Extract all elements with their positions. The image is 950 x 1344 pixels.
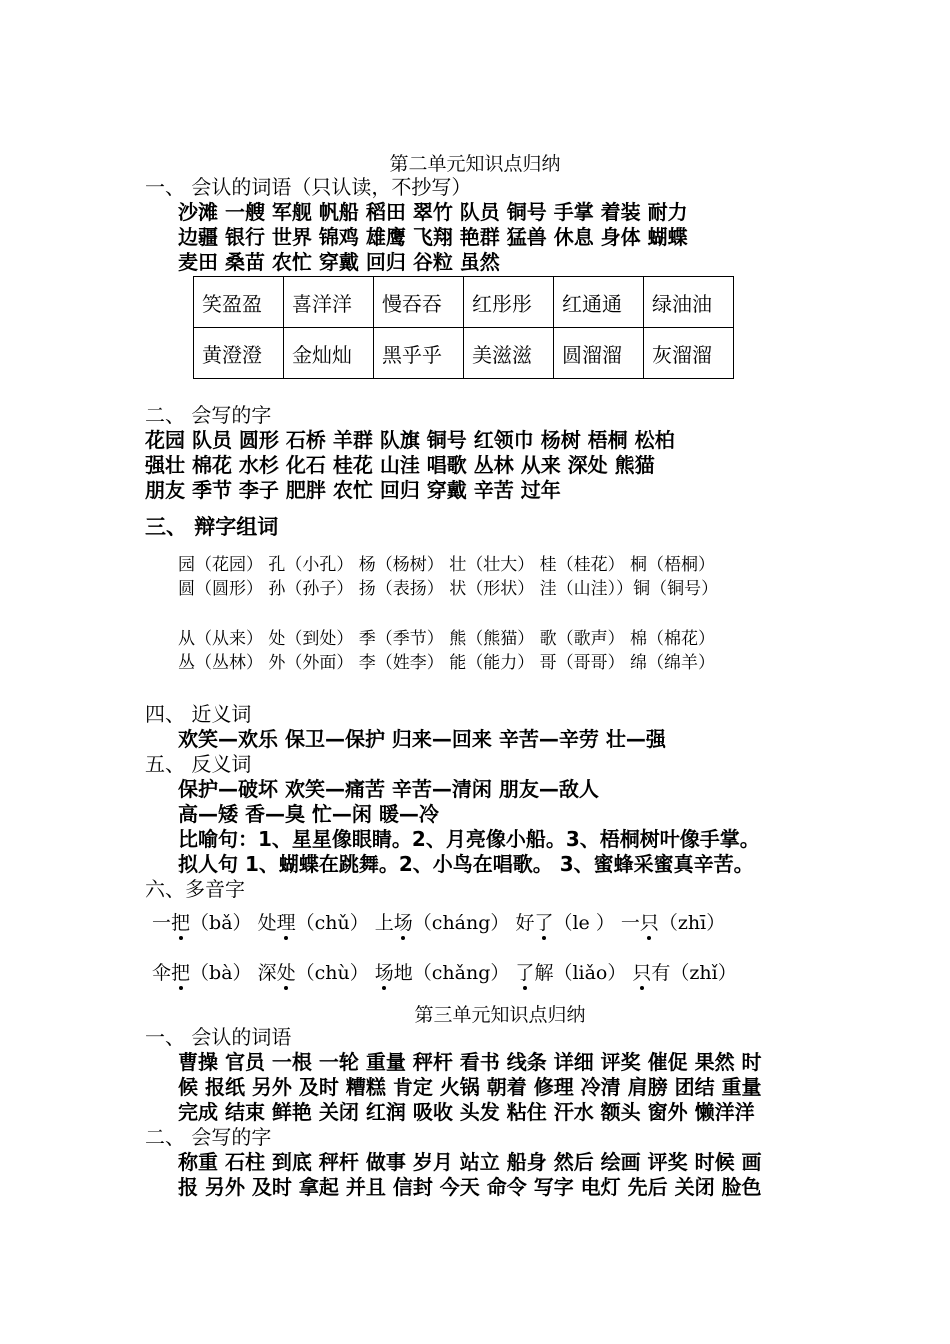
unit2-s2-line: 花园 队员 圆形 石桥 羊群 队旗 铜号 红领巾 杨树 梧桐 松柏 bbox=[145, 428, 675, 452]
table-cell: 喜洋洋 bbox=[284, 277, 374, 328]
polyphone-item: 处理（chǔ） bbox=[257, 912, 369, 934]
unit2-s4-heading: 四、 近义词 bbox=[145, 702, 252, 726]
unit3-s2-heading: 二、 会写的字 bbox=[145, 1125, 272, 1149]
polyphone-item: 上场（cháng） bbox=[374, 912, 516, 934]
unit2-s3-line: 圆（圆形） 孙（孙子） 扬（表扬） 状（形状） 洼（山洼））铜（铜号） bbox=[178, 579, 719, 599]
polyphone-item: 伞把（bà） bbox=[152, 962, 258, 984]
table-cell: 金灿灿 bbox=[284, 328, 374, 379]
table-cell: 美滋滋 bbox=[464, 328, 554, 379]
unit2-s1-line: 沙滩 一艘 军舰 帆船 稻田 翠竹 队员 铜号 手掌 着装 耐力 bbox=[178, 200, 688, 224]
polyphone-item: 了解（liǎo） bbox=[515, 962, 627, 984]
unit3-s1-line: 候 报纸 另外 及时 糟糕 肯定 火锅 朝着 修理 冷清 肩膀 团结 重量 bbox=[178, 1075, 762, 1099]
table-row bbox=[194, 277, 734, 328]
polyphone-item: 好了（le ） bbox=[515, 912, 621, 934]
unit2-s1-heading: 一、 会认的词语（只认读，不抄写） bbox=[145, 175, 472, 199]
polyphone-item: 一把（bǎ） bbox=[152, 912, 258, 934]
reduplicated-words-table bbox=[193, 276, 734, 379]
unit2-s3-line: 园（花园） 孔（小孔） 杨（杨树） 壮（壮大） 桂（桂花） 桐（梧桐） bbox=[178, 555, 716, 575]
table-cell: 慢吞吞 bbox=[374, 277, 464, 328]
unit2-s3-heading: 三、 辩字组词 bbox=[145, 515, 279, 539]
polyphone-row-1 bbox=[152, 910, 725, 936]
unit2-s5-line: 高—矮 香—臭 忙—闲 暖—冷 bbox=[178, 802, 439, 826]
unit2-s1-line: 麦田 桑苗 农忙 穿戴 回归 谷粒 虽然 bbox=[178, 250, 500, 274]
unit3-s2-line: 报 另外 及时 拿起 并且 信封 今天 命令 写字 电灯 先后 关闭 脸色 bbox=[178, 1175, 762, 1199]
unit2-s2-line: 朋友 季节 李子 肥胖 农忙 回归 穿戴 辛苦 过年 bbox=[145, 478, 561, 502]
unit2-s3-line: 丛（丛林） 外（外面） 李（姓李） 能（能力） 哥（哥哥） 绵（绵羊） bbox=[178, 653, 716, 673]
table-row bbox=[194, 328, 734, 379]
unit2-s5-heading: 五、 反义词 bbox=[145, 752, 252, 776]
unit3-s1-line: 完成 结束 鲜艳 关闭 红润 吸收 头发 粘住 汗水 额头 窗外 懒洋洋 bbox=[178, 1100, 755, 1124]
table-cell: 黄澄澄 bbox=[194, 328, 284, 379]
unit2-s1-line: 边疆 银行 世界 锦鸡 雄鹰 飞翔 艳群 猛兽 休息 身体 蝴蝶 bbox=[178, 225, 688, 249]
table-cell: 笑盈盈 bbox=[194, 277, 284, 328]
unit2-s6-heading: 六、多音字 bbox=[145, 877, 245, 901]
table-cell: 灰溜溜 bbox=[644, 328, 734, 379]
unit3-s1-heading: 一、 会认的词语 bbox=[145, 1025, 292, 1049]
polyphone-row-2 bbox=[152, 960, 737, 986]
unit2-s5-line: 保护—破坏 欢笑—痛苦 辛苦—清闲 朋友—敌人 bbox=[178, 777, 599, 801]
unit2-s4-line: 欢笑—欢乐 保卫—保护 归来—回来 辛苦—辛劳 壮—强 bbox=[178, 727, 666, 751]
unit2-s2-heading: 二、 会写的字 bbox=[145, 403, 272, 427]
unit3-s2-line: 称重 石柱 到底 秤杆 做事 岁月 站立 船身 然后 绘画 评奖 时候 画 bbox=[178, 1150, 762, 1174]
table-cell: 红通通 bbox=[554, 277, 644, 328]
table-cell: 黑乎乎 bbox=[374, 328, 464, 379]
unit2-title: 第二单元知识点归纳 bbox=[389, 153, 561, 175]
unit2-s3-line: 从（从来） 处（到处） 季（季节） 熊（熊猫） 歌（歌声） 棉（棉花） bbox=[178, 629, 716, 649]
unit3-s1-line: 曹操 官员 一根 一轮 重量 秤杆 看书 线条 详细 评奖 催促 果然 时 bbox=[178, 1050, 762, 1074]
polyphone-item: 场地（chǎng） bbox=[374, 962, 510, 984]
table-cell: 圆溜溜 bbox=[554, 328, 644, 379]
unit2-s2-line: 强壮 棉花 水杉 化石 桂花 山洼 唱歌 丛林 从来 深处 熊猫 bbox=[145, 453, 655, 477]
polyphone-item: 只有（zhǐ） bbox=[632, 962, 737, 984]
unit3-title: 第三单元知识点归纳 bbox=[414, 1004, 586, 1026]
polyphone-item: 一只（zhī） bbox=[620, 912, 726, 934]
personification-line: 拟人句 1、蝴蝶在跳舞。2、小鸟在唱歌。 3、蜜蜂采蜜真辛苦。 bbox=[178, 852, 754, 876]
simile-line: 比喻句：1、星星像眼睛。2、月亮像小船。3、梧桐树叶像手掌。 bbox=[178, 827, 760, 851]
polyphone-item: 深处（chù） bbox=[257, 962, 375, 984]
table-cell: 绿油油 bbox=[644, 277, 734, 328]
table-cell: 红彤彤 bbox=[464, 277, 554, 328]
